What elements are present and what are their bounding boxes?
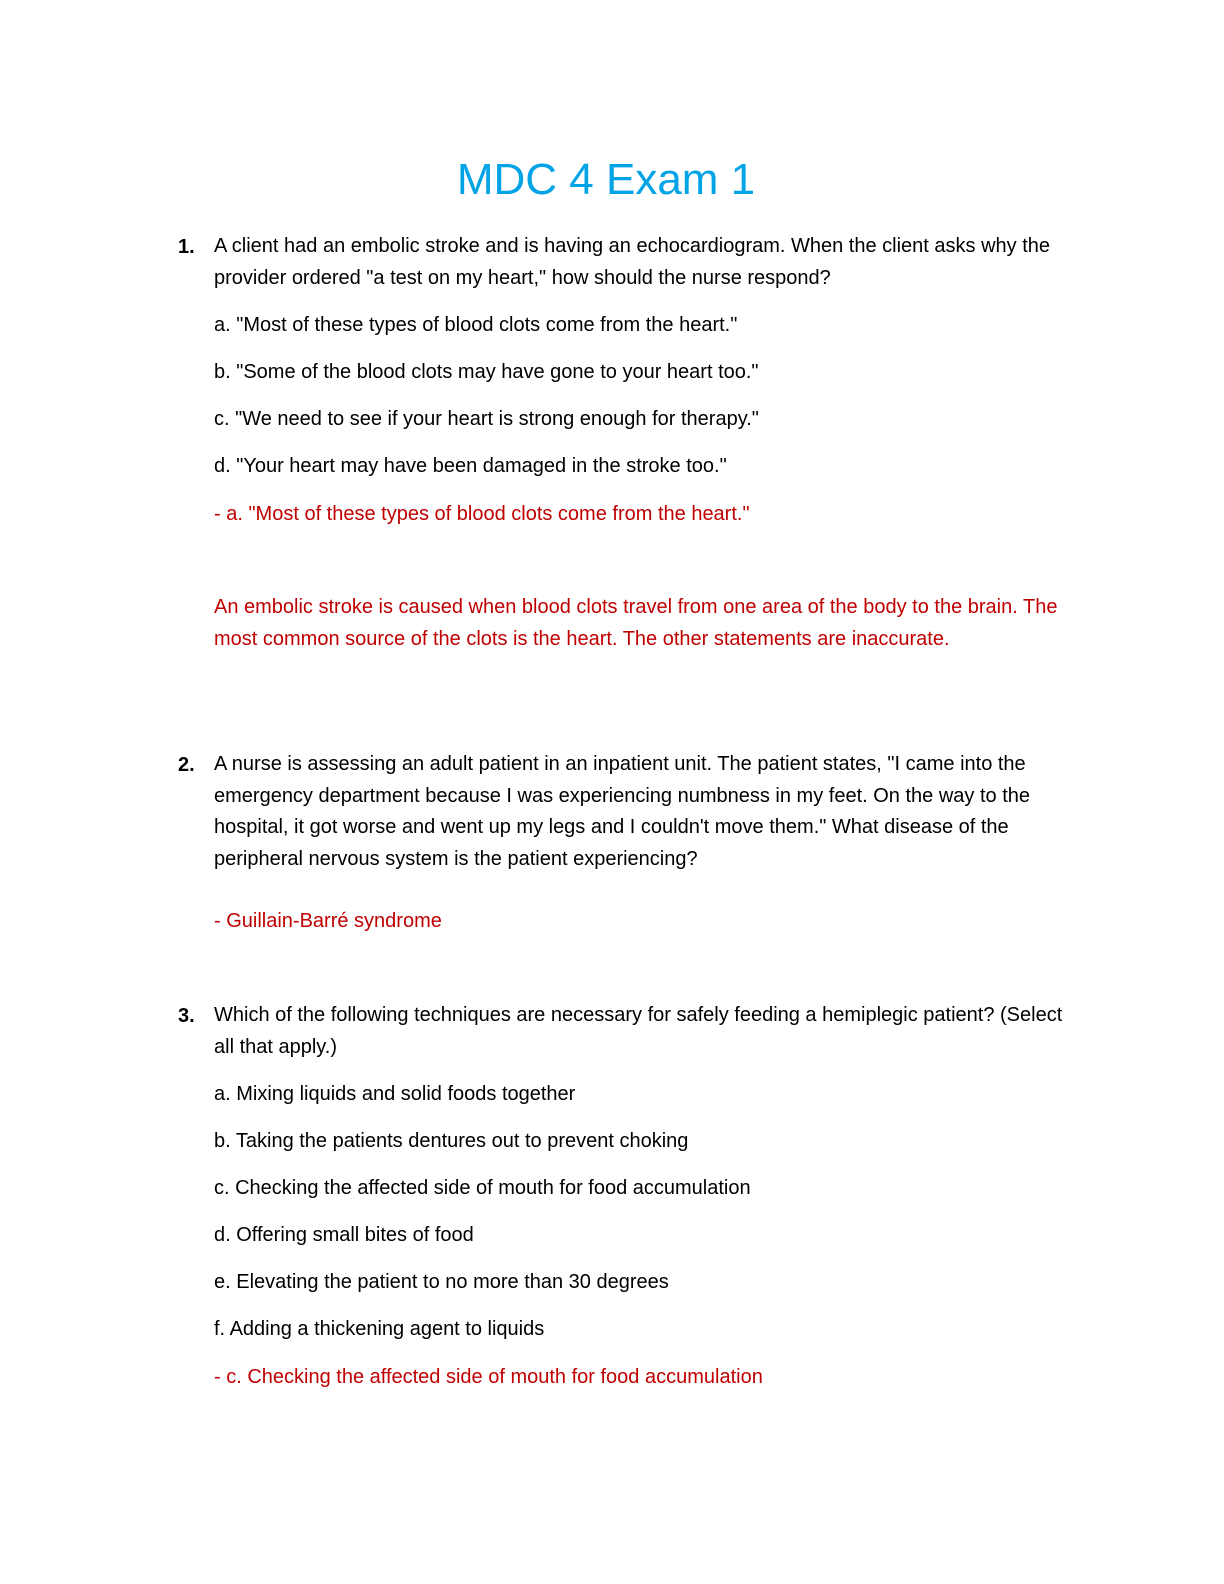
question-text: A client had an embolic stroke and is having an echocardiogram. When the client asks why the provider ordered "a test on my heart," how should the nurse respond? (214, 235, 1051, 289)
option-e: e. Elevating the patient to no more than 30 degrees (214, 1271, 669, 1293)
question-number: 3. (178, 1005, 195, 1027)
option-b: b. Taking the patients dentures out to prevent choking (214, 1130, 689, 1152)
option-d: d. Offering small bites of food (214, 1224, 474, 1246)
question-number: 2. (178, 754, 195, 776)
page-title: MDC 4 Exam 1 (456, 155, 756, 204)
question-text: A nurse is assessing an adult patient in an inpatient unit. The patient states, "I came into the emergency department because I was experiencing numbness in my feet. On the way to the hospital, it got worse and went up my legs and I couldn't move them." What disease of the peripheral nervous system is the patient experiencing? (214, 753, 1030, 870)
question-text: Which of the following techniques are necessary for safely feeding a hemiplegic patient? (Select all that apply.) (214, 1004, 1063, 1058)
option-a: a. "Most of these types of blood clots come from the heart." (214, 314, 738, 336)
option-c: c. "We need to see if your heart is strong enough for therapy." (214, 408, 759, 430)
answer-explanation: An embolic stroke is caused when blood clots travel from one area of the body to the brain. The most common source of the clots is the heart. The other statements are inaccurate. (214, 596, 1058, 650)
answer-text: - Guillain-Barré syndrome (214, 910, 442, 932)
option-f: f. Adding a thickening agent to liquids (214, 1318, 545, 1340)
question-number: 1. (178, 236, 195, 258)
answer-text: - c. Checking the affected side of mouth for food accumulation (214, 1366, 763, 1388)
option-d: d. "Your heart may have been damaged in the stroke too." (214, 455, 727, 477)
option-a: a. Mixing liquids and solid foods together (214, 1083, 576, 1105)
option-b: b. "Some of the blood clots may have gone to your heart too." (214, 361, 759, 383)
option-c: c. Checking the affected side of mouth for food accumulation (214, 1177, 751, 1199)
answer-text: - a. "Most of these types of blood clots come from the heart." (214, 503, 750, 525)
